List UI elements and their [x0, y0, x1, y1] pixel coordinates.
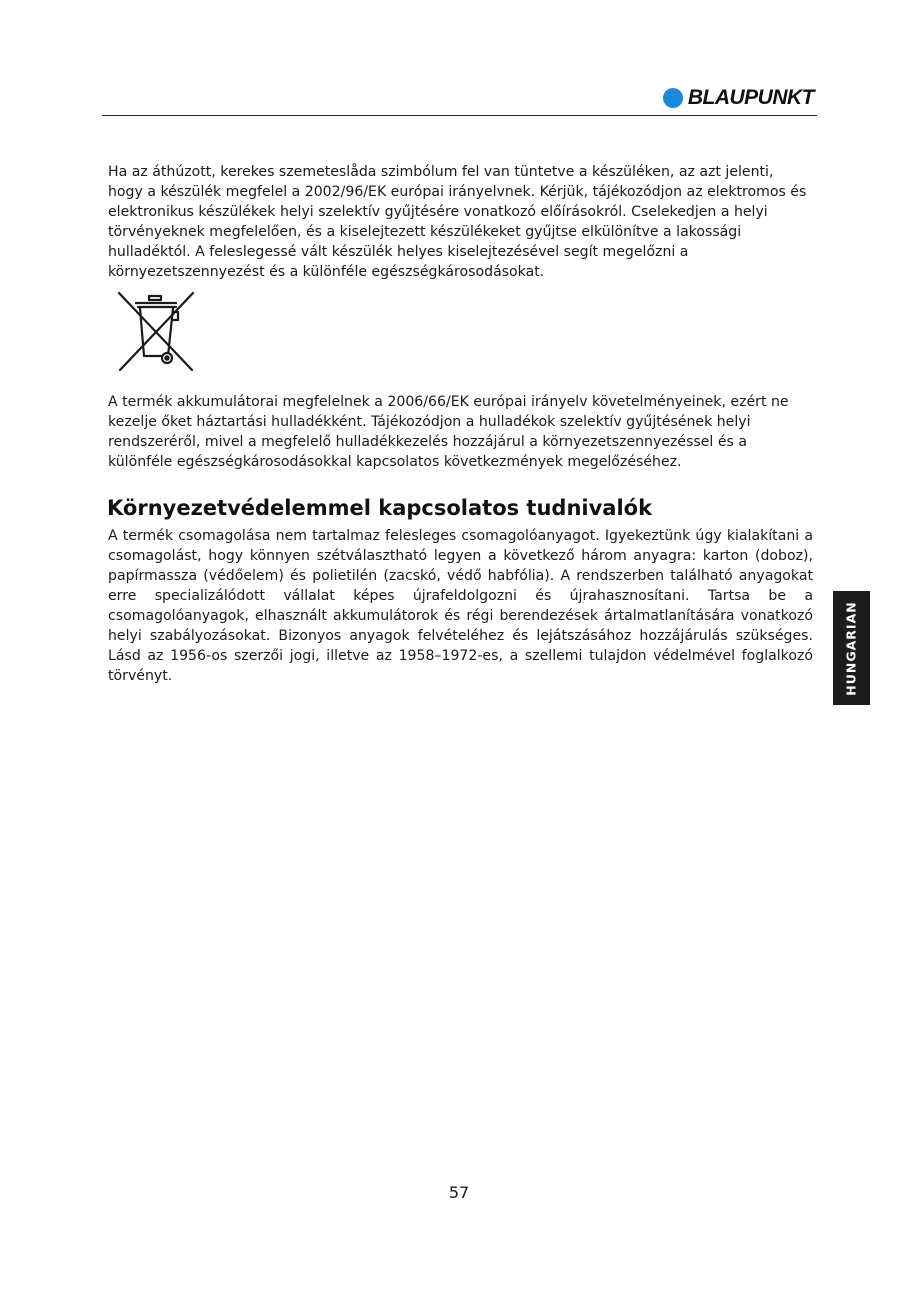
brand-logo: [663, 86, 814, 110]
disposal-paragraph: Ha az áthúzott, kerekes szemeteslåda szimbólum fel van tüntetve a készüléken, az azt jelenti, hogy a készülék megfelel a 2002/96/EK európai irányelvnek. Kérjük, tájékozódjon az elektromos és elektronikus készülékek helyi szelektív gyűjtésére vonatkozó előírásokról. Cselekedjen a helyi törvényeknek megfelelően, és a kiselejtezett készülékeket gyűjtse elkülönítve a lakossági hulladéktól. A feleslegessé vált készülék helyes kiselejtezésével segít megelőzni a környezetszennyezést és a különféle egészségkárosodásokat.: [108, 164, 807, 280]
packaging-paragraph: A termék csomagolása nem tartalmaz felesleges csomagolóanyagot. Igyekeztünk úgy kialakítani a csomagolást, hogy könnyen szétválasztható legyen a következő három anyagra: karton (doboz), papírmassza (védőelem) és polietilén (zacskó, védő habfólia). A rendszerben található anyagokat erre specializálódott vállalat képes újrafeldolgozni és újrahasznosítani. Tartsa be a csomagolóanyagok, elhasznált akkumulátorok és régi berendezések ártalmatlanítására vonatkozó helyi szabályozásokat. Bizonyos anyagok felvételéhez és lejátszásához hozzájárulás szükséges. Lásd az 1956-os szerzői jogi, illetve az 1958–1972-es, a szellemi tulajdon védelmével foglalkozó törvényt.: [108, 528, 813, 684]
crossed-out-wheelie-bin-icon: [116, 290, 196, 372]
language-tab-label: HUNGARIAN: [844, 600, 860, 696]
battery-paragraph: A termék akkumulátorai megfelelnek a 2006/66/EK európai irányelv követelményeinek, ezért ne kezelje őket háztartási hulladékként. Tájékozódjon a hulladékok szelektív gyűjtésének helyi rendszeréről, mivel a megfelelő hulladékkezelés hozzájárul a környezetszennyezéssel és a különféle egészségkárosodásokkal kapcsolatos következmények megelőzéséhez.: [108, 394, 789, 470]
section-heading: Környezetvédelemmel kapcsolatos tudnivalók: [107, 496, 653, 520]
page-number: 57: [448, 1183, 470, 1202]
brand-logo-dot: [663, 88, 683, 108]
header-divider: [102, 115, 817, 116]
language-tab: [833, 591, 870, 705]
brand-name: BLAUPUNKT: [687, 86, 814, 109]
